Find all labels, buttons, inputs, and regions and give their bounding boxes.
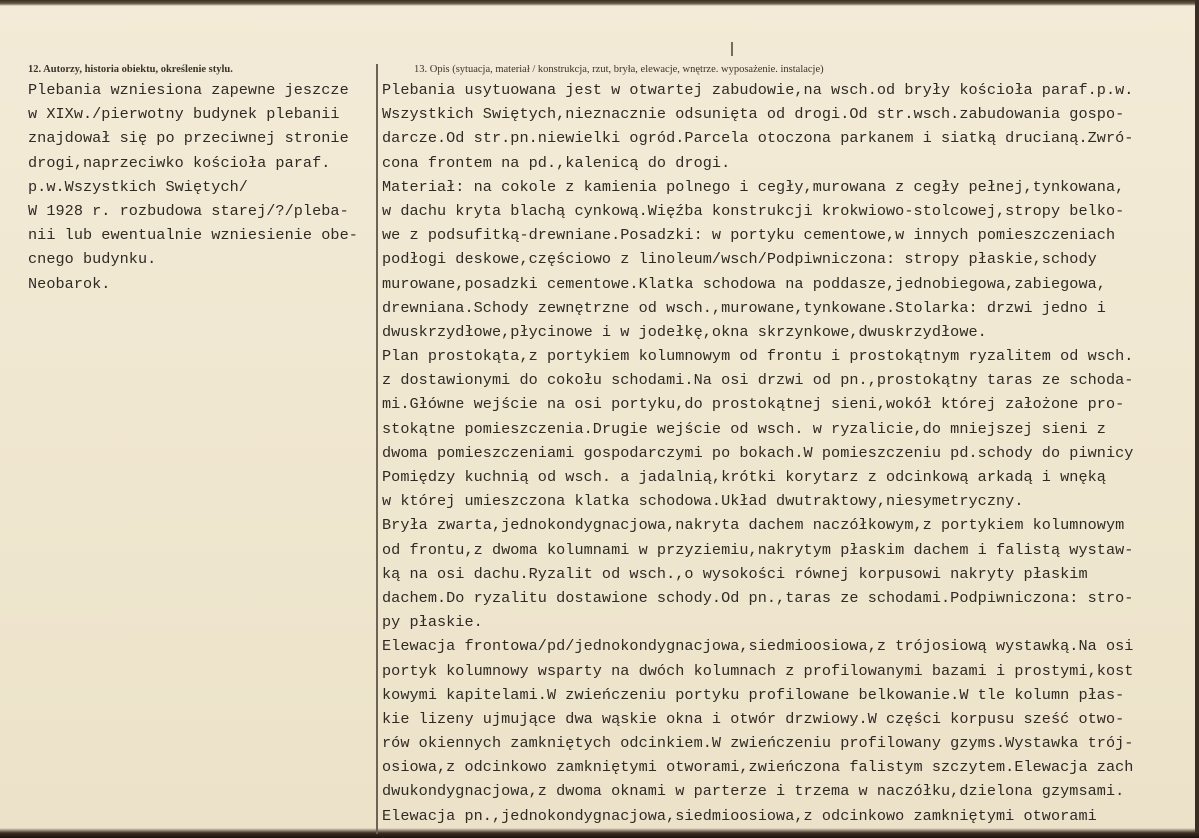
description-line: w dachu kryta blachą cynkową.Więźba konstrukcji krokwiowo-stolcowej,stropy belko- — [382, 201, 1125, 220]
description-line: Bryła zwarta,jednokondygnacjowa,nakryta dachem naczółkowym,z portykiem kolumnowym — [382, 516, 1125, 535]
description-line: dwuskrzydłowe,płycinowe i w jodełkę,okna skrzynkowe,dwuskrzydłowe. — [382, 322, 987, 341]
history-line: Neobarok. — [28, 274, 111, 293]
description-line: Wszystkich Swiętych,nieznacznie odsunięta od drogi.Od str.wsch.zabudowania gospo- — [382, 105, 1125, 124]
description-line: murowane,posadzki cementowe.Klatka schodowa na poddasze,jednobiegowa,zabiegowa, — [382, 274, 1106, 293]
description-line: z dostawionymi do cokołu schodami.Na osi drzwi od pn.,prostokątny taras ze schoda- — [382, 371, 1134, 390]
description-line: osiowa,z odcinkowo zamkniętymi otworami,zwieńczona falistym szczytem.Elewacja zach — [382, 758, 1134, 777]
description-line: dachem.Do ryzalitu dostawione schody.Od pn.,taras ze schodami.Podpiwniczona: stro- — [382, 588, 1134, 607]
history-line: W 1928 r. rozbudowa starej/?/pleba- — [28, 201, 349, 220]
scan-bottom-edge — [0, 828, 1199, 838]
description-text-column — [382, 78, 1194, 828]
description-line: Materiał: na cokole z kamienia polnego i cegły,murowana z cegły pełnej,tynkowana, — [382, 177, 1125, 196]
history-line: nii lub ewentualnie wzniesienie obe- — [28, 226, 358, 245]
description-line: ką na osi dachu.Ryzalit od wsch.,o wysokości równej korpusowi nakryty płaskim — [382, 564, 1088, 583]
description-line: mi.Główne wejście na osi portyku,do prostokątnej sieni,wokół której założone pro- — [382, 395, 1125, 414]
scan-right-edge — [1195, 0, 1199, 838]
description-line: kie lizeny ujmujące dwa wąskie okna i otwór drzwiowy.W części korpusu sześć otwo- — [382, 709, 1125, 728]
description-line: Pomiędzy kuchnią od wsch. a jadalnią,krótki korytarz z odcinkową arkadą i wnęką — [382, 468, 1106, 486]
history-line: Plebania wzniesiona zapewne jeszcze — [28, 81, 349, 99]
description-line: Plan prostokąta,z portykiem kolumnowym od frontu i prostokątnym ryzalitem od wsch. — [382, 347, 1134, 366]
description-line: dwoma pomieszczeniami gospodarczymi po bokach.W pomieszczeniu pd.schody do piwnicy — [382, 443, 1134, 462]
history-text-column — [28, 78, 358, 296]
description-line: dwukondygnacjowa,z dwoma oknami w parterze i trzema w naczółku,dzielona gzymsami. — [382, 782, 1125, 801]
description-line: rów okiennych zamkniętych odcinkiem.W zwieńczeniu profilowany gzyms.Wystawka trój- — [382, 734, 1134, 753]
column-divider — [376, 64, 378, 834]
description-line: stokątne pomieszczenia.Drugie wejście od wsch. w ryzalicie,do mniejszej sieni z — [382, 419, 1106, 438]
description-line: w której umieszczona klatka schodowa.Układ dwutraktowy,niesymetryczny. — [382, 492, 1024, 511]
section-12-header: 12. Autorzy, historia obiektu, określenie stylu. — [28, 64, 233, 75]
description-line: drewniana.Schody zewnętrzne od wsch.,murowane,tynkowane.Stolarka: drzwi jedno i — [382, 298, 1106, 317]
description-line: cona frontem na pd.,kalenicą do drogi. — [382, 153, 731, 172]
section-13-header: 13. Opis (sytuacja, materiał / konstrukcja, rzut, bryła, elewacje, wnętrze. wyposażenie. instalacje) — [414, 64, 824, 75]
history-line: znajdował się po przeciwnej stronie — [28, 129, 349, 148]
description-line: podłogi deskowe,częściowo z linoleum/wsch/Podpiwniczona: stropy płaskie,schody — [382, 250, 1097, 269]
description-line: darcze.Od str.pn.niewielki ogród.Parcela otoczona parkanem i siatką drucianą.Zwró- — [382, 129, 1134, 148]
description-line: od frontu,z dwoma kolumnami w przyziemiu,nakrytym płaskim dachem i falistą wystaw- — [382, 540, 1134, 559]
description-line: kowymi kapitelami.W zwieńczeniu portyku profilowane belkowanie.W tle kolumn płas- — [382, 685, 1125, 704]
scan-mark — [731, 42, 733, 56]
history-line: drogi,naprzeciwko kościoła paraf. — [28, 153, 331, 172]
description-line: portyk kolumnowy wsparty na dwóch kolumnach z profilowanymi bazami i prostymi,kost — [382, 661, 1134, 680]
history-line: cnego budynku. — [28, 250, 157, 269]
description-line: Elewacja frontowa/pd/jednokondygnacjowa,siedmioosiowa,z trójosiową wystawką.Na osi — [382, 637, 1134, 656]
history-line: p.w.Wszystkich Swiętych/ — [28, 177, 248, 196]
description-line: Plebania usytuowana jest w otwartej zabudowie,na wsch.od bryły kościoła paraf.p.w. — [382, 81, 1134, 99]
history-line: w XIXw./pierwotny budynek plebanii — [28, 105, 340, 124]
description-line: we z podsufitką-drewniane.Posadzki: w portyku cementowe,w innych pomieszczeniach — [382, 226, 1116, 245]
description-line: Elewacja pn.,jednokondygnacjowa,siedmioosiowa,z odcinkowo zamkniętymi otworami — [382, 806, 1097, 825]
scan-top-edge — [0, 0, 1199, 6]
description-line: py płaskie. — [382, 613, 483, 632]
